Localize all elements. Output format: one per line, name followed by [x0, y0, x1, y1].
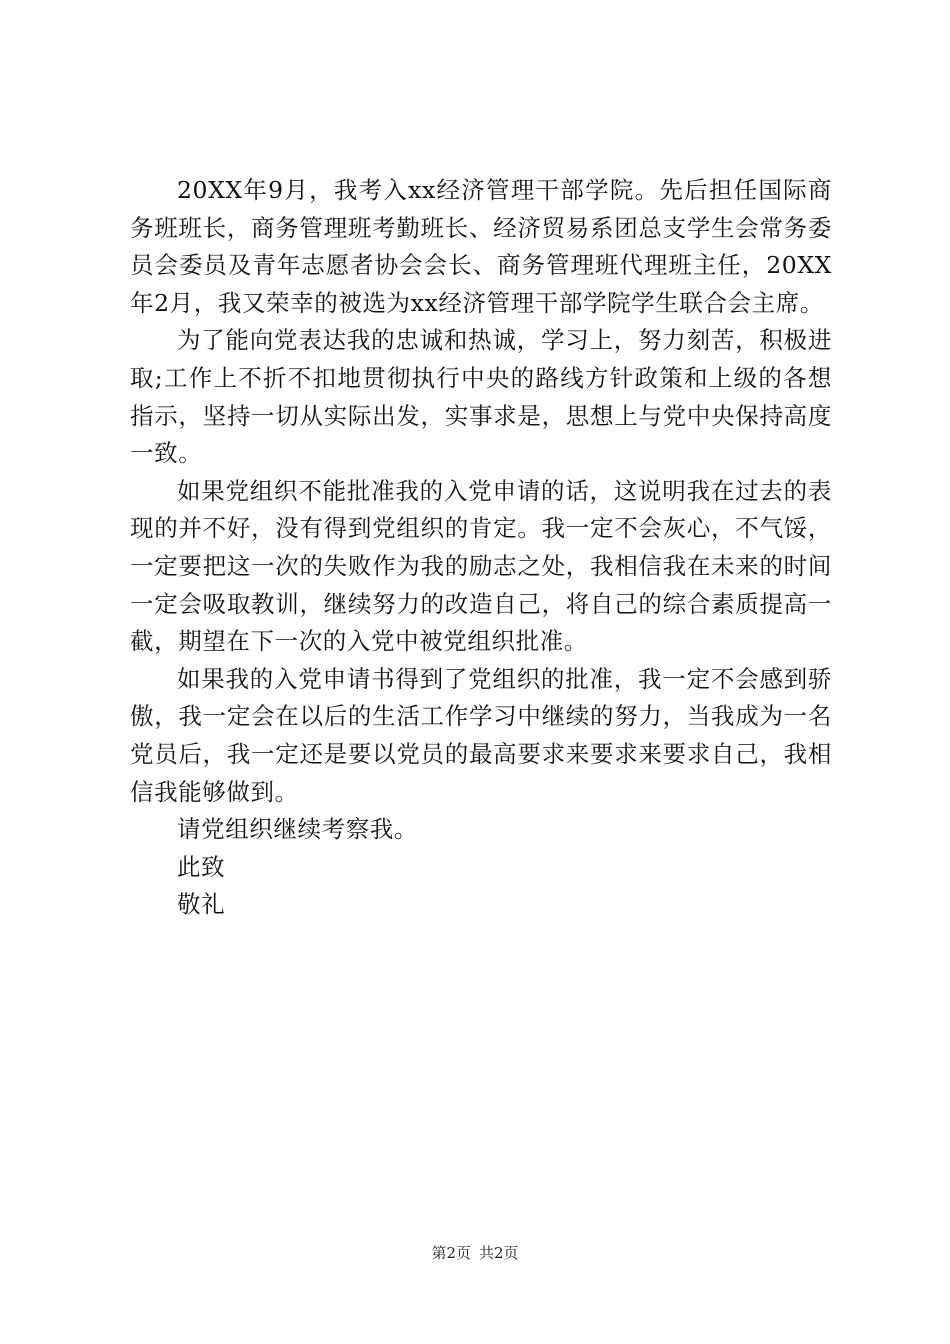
document-body [130, 172, 832, 924]
page-footer [0, 1243, 950, 1263]
paragraph-2: 为了能向党表达我的忠诚和热诚，学习上，努力刻苦，积极进取;工作上不折不扣地贯彻执行中央的路线方针政策和上级的各想指示，坚持一切从实际出发，实事求是，思想上与党中央保持高度一致。 [130, 326, 832, 468]
paragraph-4: 如果我的入党申请书得到了党组织的批准，我一定不会感到骄傲，我一定会在以后的生活工作学习中继续的努力，当我成为一名党员后，我一定还是要以党员的最高要求来要求来要求自己，我相信我能够做到。 [130, 664, 832, 806]
salutation-line-2: 敬礼 [177, 890, 226, 919]
page-number: 第2页 [431, 1244, 471, 1262]
paragraph-3: 如果党组织不能批准我的入党申请的话，这说明我在过去的表现的并不好，没有得到党组织的肯定。我一定不会灰心，不气馁，一定要把这一次的失败作为我的励志之处，我相信我在未来的时间一定会吸取教训，继续努力的改造自己，将自己的综合素质提高一截，期望在下一次的入党中被党组织批准。 [130, 476, 832, 656]
page-total: 共2页 [479, 1244, 519, 1262]
paragraph-1: 20XX年9月，我考入xx经济管理干部学院。先后担任国际商务班班长，商务管理班考勤班长、经济贸易系团总支学生会常务委员会委员及青年志愿者协会会长、商务管理班代理班主任，20XX年2月，我又荣幸的被选为xx经济管理干部学院学生联合会主席。 [130, 176, 832, 317]
salutation-line-1: 此致 [177, 852, 226, 881]
closing-request: 请党组织继续考察我。 [177, 815, 418, 844]
